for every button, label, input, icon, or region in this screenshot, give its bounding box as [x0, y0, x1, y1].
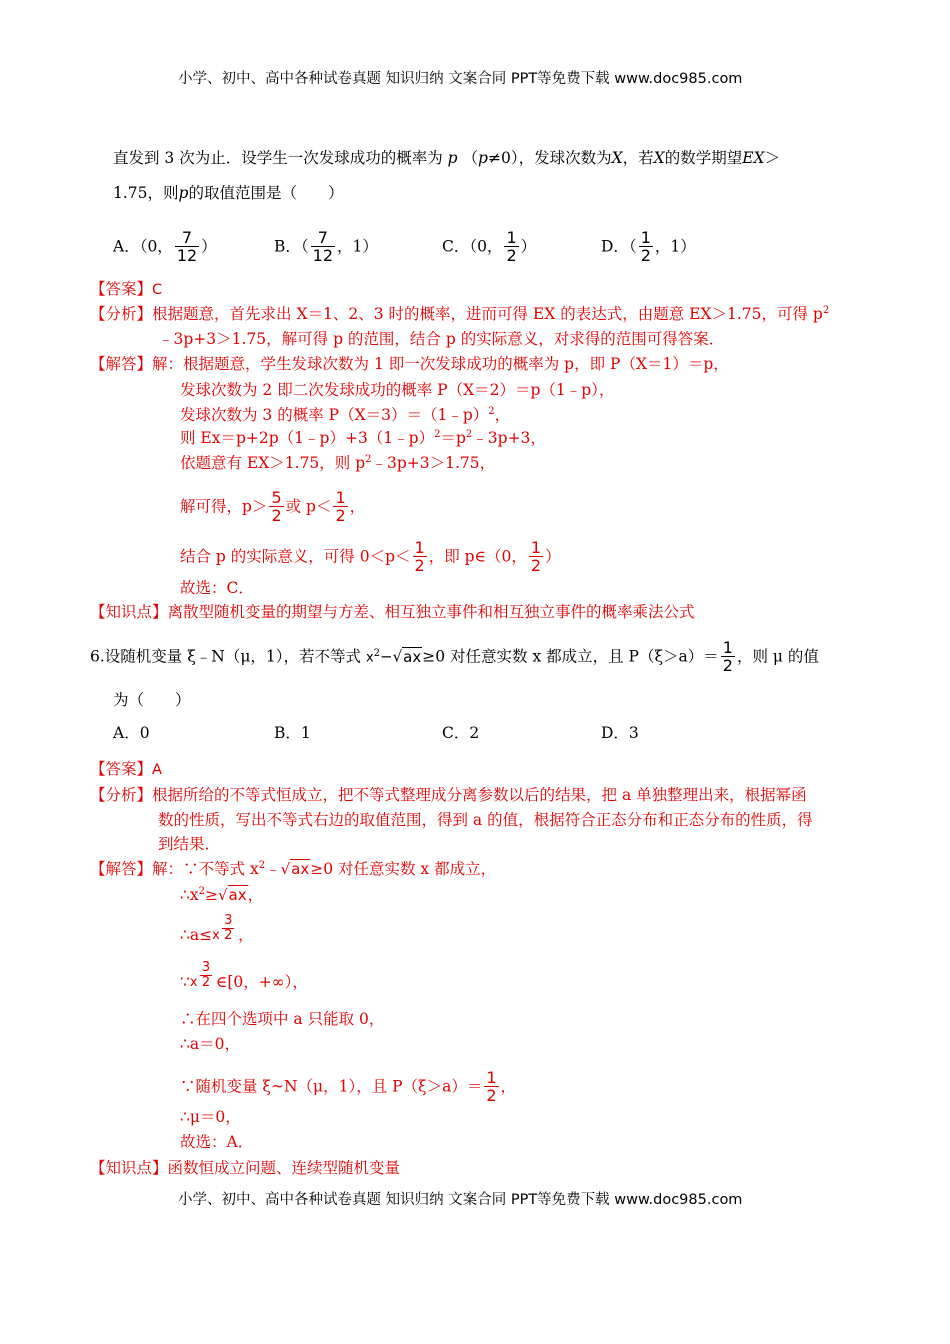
q5-stem-text: 的取值范围是（ ）: [188, 184, 344, 202]
knowledge-label: 【知识点】: [90, 1159, 168, 1177]
q6-stem-text: ≥0 对任意实数 x 都成立，且 P（ξ＞a）＝: [422, 647, 719, 666]
analysis-text: 根据题意，首先求出 X＝1、2、3 时的概率，进而可得 EX 的表达式，由题意 EX＞1.75，可得 p: [152, 305, 823, 323]
sqrt: √ax: [280, 860, 310, 878]
numerator: 1: [722, 638, 733, 657]
page-footer: 小学、初中、高中各种试卷真题 知识归纳 文案合同 PPT等免费下载 www.doc985.com: [178, 1192, 743, 1208]
q5-stem-text: ≠0），发球次数为: [487, 149, 612, 167]
denominator: 12: [312, 246, 333, 265]
solution-label: 【解答】: [90, 355, 153, 373]
solution-text: ∴a≤: [180, 926, 213, 944]
q5-stem-line1: [113, 148, 780, 168]
denominator: 2: [335, 506, 346, 525]
solution-text: 解：∵不等式 x: [152, 860, 259, 878]
q5-solution-line4: [180, 428, 546, 451]
numerator: 1: [486, 1068, 497, 1087]
option-text: A．（0，: [113, 237, 173, 256]
denominator: 2: [722, 656, 733, 675]
answer-label: 【答案】: [90, 760, 153, 778]
q5-analysis-line1: [90, 304, 829, 327]
q6-solution-line4: [180, 962, 308, 1003]
fraction: [269, 489, 283, 524]
fraction: [413, 539, 427, 574]
option-text: ，1）: [337, 237, 378, 256]
fraction: [504, 229, 518, 264]
q6-option-a[interactable]: [113, 723, 150, 743]
q6-solution-line1: [90, 859, 496, 882]
q6-stem-line1: [90, 640, 819, 675]
option-text: ，1）: [654, 237, 696, 256]
q5-var-p: p: [447, 149, 458, 167]
denominator: 2: [271, 506, 282, 525]
fraction: [311, 229, 335, 264]
q5-stem-text: 直发到 3 次为止．设学生一次发球成功的概率为: [113, 149, 443, 167]
answer-label: 【答案】: [90, 280, 153, 298]
analysis-text: ﹣3p+3＞1.75，解可得 p 的范围，结合 p 的实际意义，对求得的范围可得答案．: [158, 330, 725, 348]
option-text: C．（0，: [442, 237, 503, 256]
analysis-text: 数的性质，写出不等式右边的取值范围，得到 a 的值，根据符合正态分布和正态分布的性质，得: [158, 811, 813, 829]
solution-text: ∵: [180, 973, 190, 991]
solution-text: ﹣3p+3＞1.75，: [371, 454, 496, 472]
solution-text: ﹣3p+3，: [472, 429, 546, 447]
knowledge-label: 【知识点】: [90, 603, 168, 621]
sqrt: √ax: [217, 886, 247, 904]
superscript: 2: [488, 406, 495, 417]
solution-text: ∴x: [180, 886, 199, 904]
q5-var-p: p: [178, 184, 189, 202]
q6-solution-line2: [180, 885, 263, 908]
solution-text: ＝p: [440, 429, 466, 447]
superscript: 2: [465, 429, 473, 440]
q5-answer: [90, 279, 162, 300]
option-text: C．2: [442, 724, 480, 742]
q5-option-b[interactable]: [274, 230, 378, 265]
q5-stem-text: ＞: [764, 149, 781, 167]
solution-text: ∴μ＝0，: [180, 1108, 241, 1126]
answer-value: C: [152, 282, 163, 298]
q5-solution-line2: [180, 380, 614, 400]
solution-text: 故选：A．: [180, 1133, 254, 1151]
fraction: [529, 539, 543, 574]
fraction: [484, 1069, 498, 1104]
solution-text: ﹣: [265, 860, 281, 878]
q6-stem-text: 6.设随机变量 ξ﹣N（μ，1），若不等式: [90, 647, 362, 666]
superscript: 2: [198, 886, 205, 897]
solution-text: ，: [494, 406, 511, 424]
denominator: 12: [176, 246, 198, 265]
q5-var-ex: EX: [742, 149, 765, 167]
q6-analysis-line2: [158, 810, 813, 830]
q5-stem-text: 1.75，则: [113, 184, 179, 202]
fraction: [222, 914, 234, 943]
analysis-label: 【分析】: [90, 305, 153, 323]
q5-option-d[interactable]: [601, 230, 696, 265]
solution-text: 则 Ex＝p+2p（1﹣p）+3（1﹣p）: [180, 429, 435, 447]
q6-stem-minus: −: [380, 647, 393, 666]
q6-stem-text: 为（ ）: [113, 691, 191, 709]
solution-text: 结合 p 的实际意义，可得 0＜p＜: [180, 547, 411, 566]
fraction: [333, 489, 347, 524]
denominator: 2: [530, 556, 542, 575]
option-text: A．0: [113, 724, 150, 742]
numerator: 1: [335, 488, 346, 507]
q5-var-p: p: [478, 149, 488, 167]
q6-option-b[interactable]: [274, 723, 311, 743]
denominator: 2: [201, 975, 211, 990]
solution-text: ≥0 对任意实数 x 都成立，: [310, 860, 497, 878]
sqrt: √ax: [392, 647, 422, 666]
q5-stem-text: （: [462, 149, 479, 167]
denominator: 2: [224, 928, 233, 943]
solution-text: 发球次数为 2 即二次发球成功的概率 P（X＝2）＝p（1﹣p），: [180, 381, 615, 399]
solution-text: ，: [500, 1077, 517, 1096]
q6-knowledge: [90, 1158, 400, 1178]
q5-solution-line3: [180, 405, 510, 428]
solution-text: ，: [349, 497, 366, 516]
solution-text: 发球次数为 3 的概率 P（X＝3）＝（1﹣p）: [180, 406, 489, 424]
q5-solution-line5: [180, 453, 495, 476]
q6-solution-line8: [180, 1107, 241, 1127]
numerator: 7: [311, 229, 335, 247]
q5-knowledge: [90, 602, 695, 622]
analysis-text: 根据所给的不等式恒成立，把不等式整理成分离参数以后的结果，把 a 单独整理出来，根据幂函: [152, 786, 807, 804]
solution-label: 【解答】: [90, 860, 153, 878]
numerator: 1: [506, 228, 517, 247]
solution-text: ，即 p∈（0，: [428, 547, 527, 566]
option-text: B．（: [274, 237, 309, 256]
fraction: [639, 229, 653, 264]
superscript: 2: [434, 429, 441, 440]
q5-var-x: X: [611, 149, 623, 167]
q6-analysis-line3: [158, 834, 220, 854]
q6-stem-text: ，则 μ 的值: [736, 647, 819, 666]
q5-stem-text: 的数学期望: [664, 149, 743, 167]
q5-solution-line1: [90, 354, 729, 374]
fraction: [200, 961, 212, 990]
q5-option-a[interactable]: [113, 230, 217, 265]
q6-solution-line5: [180, 1009, 384, 1029]
solution-text: ，: [238, 926, 254, 944]
q6-solution-line6: [180, 1034, 240, 1054]
power-base: x: [212, 928, 220, 943]
option-text: ）: [520, 237, 537, 256]
solution-text: ，: [247, 886, 264, 904]
q5-option-c[interactable]: [442, 230, 536, 265]
solution-text: 或 p＜: [285, 497, 332, 516]
q6-option-d[interactable]: [601, 723, 639, 743]
numerator: 1: [414, 538, 425, 557]
analysis-text: 到结果．: [158, 835, 221, 853]
solution-text: 解可得，p＞: [180, 497, 268, 516]
solution-text: ∈[0，+∞），: [215, 973, 308, 991]
power-base: x: [189, 975, 198, 990]
numerator: 3: [201, 960, 211, 975]
q6-stem-x: x: [365, 650, 374, 666]
q6-analysis-line1: [90, 785, 807, 805]
q6-solution-line9: [180, 1132, 253, 1152]
option-text: D．（: [601, 237, 637, 256]
power: [212, 913, 238, 956]
option-text: ）: [201, 237, 217, 256]
numerator: 5: [271, 488, 282, 507]
denominator: 2: [640, 246, 651, 265]
denominator: 2: [486, 1086, 497, 1105]
solution-text: ∴在四个选项中 a 只能取 0，: [180, 1010, 385, 1028]
superscript: 2: [365, 454, 372, 465]
page-header: 小学、初中、高中各种试卷真题 知识归纳 文案合同 PPT等免费下载 www.doc985.com: [178, 71, 743, 87]
q6-solution-line7: [180, 1070, 516, 1105]
solution-text: ∴a＝0，: [180, 1035, 240, 1053]
solution-text: ∵随机变量 ξ~N（μ，1），且 P（ξ＞a）＝: [180, 1077, 483, 1096]
q5-solution-line6: [180, 490, 365, 525]
numerator: 3: [224, 913, 233, 928]
solution-text: 依题意有 EX＞1.75，则 p: [180, 454, 366, 472]
option-text: B．1: [274, 724, 311, 742]
option-text: D．3: [601, 724, 639, 742]
fraction: [175, 229, 199, 264]
superscript: 2: [373, 647, 381, 659]
q5-solution-line8: [180, 578, 254, 598]
q6-option-c[interactable]: [442, 723, 479, 743]
q5-stem-line2: [113, 183, 343, 203]
superscript: 2: [258, 860, 266, 871]
answer-value: A: [152, 762, 162, 778]
superscript: 2: [822, 305, 830, 316]
q5-var-x: X: [653, 149, 665, 167]
q6-solution-line3: [180, 915, 254, 956]
q5-solution-line7: [180, 540, 561, 575]
q5-stem-text: ，若: [622, 149, 654, 167]
numerator: 1: [530, 538, 542, 557]
numerator: 1: [640, 228, 651, 247]
solution-text: ）: [545, 547, 561, 566]
knowledge-text: 函数恒成立问题、连续型随机变量: [167, 1159, 401, 1177]
solution-text: ≥: [204, 886, 218, 904]
knowledge-text: 离散型随机变量的期望与方差、相互独立事件和相互独立事件的概率乘法公式: [167, 603, 695, 621]
denominator: 2: [414, 556, 425, 575]
power: [189, 960, 216, 1003]
fraction: [721, 639, 735, 674]
solution-text: 故选：C．: [180, 579, 254, 597]
solution-text: 解：根据题意，学生发球次数为 1 即一次发球成功的概率为 p，即 P（X＝1）＝p，: [152, 355, 729, 373]
q6-answer: [90, 759, 162, 780]
radicand: ax: [403, 647, 422, 666]
q6-stem-line2: [113, 690, 191, 710]
q5-analysis-line2: [158, 329, 724, 349]
denominator: 2: [506, 246, 517, 265]
radicand: ax: [291, 860, 310, 878]
numerator: 7: [175, 229, 199, 247]
analysis-label: 【分析】: [90, 786, 153, 804]
radicand: ax: [228, 886, 247, 904]
